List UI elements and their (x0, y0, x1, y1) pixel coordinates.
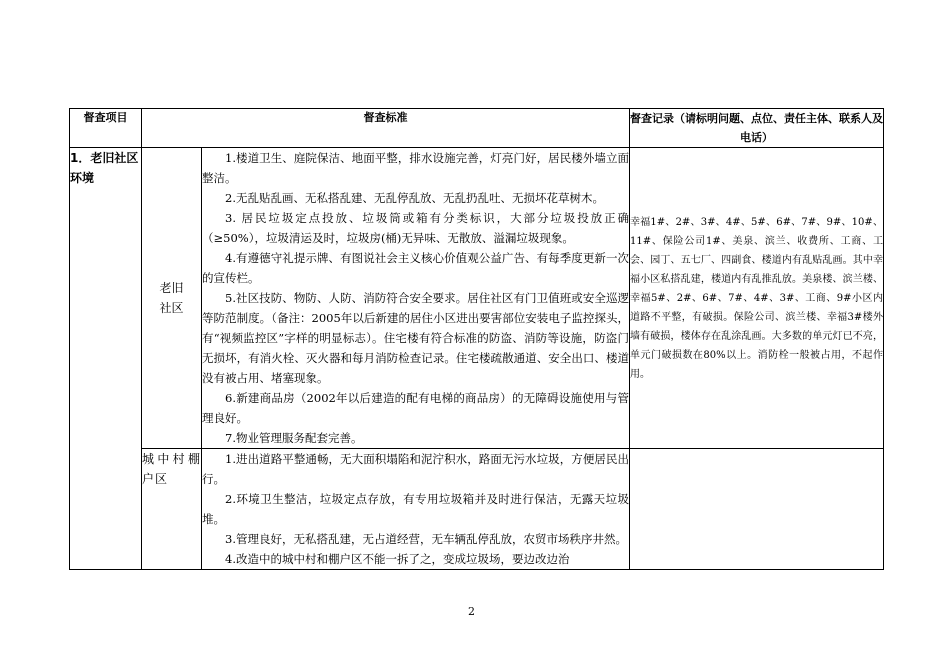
standard-item: 3.管理良好，无私搭乱建，无占道经营，无车辆乱停乱放，农贸市场秩序井然。 (225, 532, 627, 546)
header-standard: 督查标准 (142, 109, 630, 148)
standard-item: 2.环境卫生整洁，垃圾定点存放，有专用垃圾箱并及时进行保洁，无露天垃圾堆。 (202, 492, 629, 526)
standard-item: 1.楼道卫生、庭院保洁、地面平整，排水设施完善，灯亮门好，居民楼外墙立面整洁。 (202, 151, 629, 185)
page-number: 2 (468, 605, 475, 618)
header-row (70, 109, 884, 148)
standard-item: 4.改造中的城中村和棚户区不能一拆了之，变成垃圾场，要边改边治 (225, 552, 570, 566)
subcategory-urban-village: 城中村棚户区 (142, 449, 202, 570)
table-row (70, 148, 884, 449)
subcategory-label: 老旧社区 (159, 281, 184, 315)
standard-item: 7.物业管理服务配套完善。 (225, 431, 363, 445)
inspection-table (69, 108, 884, 570)
standard-item: 6.新建商品房（2002年以后建造的配有电梯的商品房）的无障碍设施使用与管理良好。 (202, 391, 629, 425)
standard-item: 3. 居民垃圾定点投放、垃圾筒或箱有分类标识，大部分垃圾投放正确（≥50%），垃圾清运及时，垃圾房(桶)无异味、无散放、溢漏垃圾现象。 (202, 211, 629, 245)
standards-old-community (202, 148, 630, 449)
standard-item: 2.无乱贴乱画、无私搭乱建、无乱停乱放、无乱扔乱吐、无损坏花草树木。 (225, 191, 604, 205)
header-record: 督查记录（请标明问题、点位、责任主体、联系人及电话） (630, 109, 884, 148)
standard-item: 5.社区技防、物防、人防、消防符合安全要求。居住社区有门卫值班或安全巡逻等防范制度。（备注：2005年以后新建的居住小区进出要害部位安装电子监控探头，有“视频监控区”字样的明显标志）。住宅楼有符合标准的防盗、消防等设施，防盗门无损坏，有消火栓、灭火器和每月消防检查记录。住宅楼疏散通道、安全出口、楼道没有被占用、堵塞现象。 (202, 291, 629, 385)
item-cell: 1．老旧社区环境 (70, 148, 142, 570)
table-row (70, 449, 884, 570)
standards-urban-village (202, 449, 630, 570)
subcategory-old-community (142, 148, 202, 449)
record-old-community: 幸福1#、2#、3#、4#、5#、6#、7#、9#、10#、11#、保险公司1#、美泉、滨兰、收费所、工商、工会、园丁、五七厂、四副食、楼道内有乱贴乱画。其中幸福小区私搭乱建，楼道内有乱推乱放。美泉楼、滨兰楼、幸福5#、2#、6#、7#、4#、3#、工商、9#小区内道路不平整，有破损。保险公司、滨兰楼、幸福3#楼外墙有破损，楼体存在乱涂乱画。大多数的单元灯已不亮，单元门破损数在80%以上。消防栓一般被占用，不起作用。 (630, 148, 884, 449)
standard-item: 1.进出道路平整通畅，无大面积塌陷和泥泞积水，路面无污水垃圾，方便居民出行。 (202, 452, 629, 486)
record-urban-village (630, 449, 884, 570)
header-item: 督查项目 (70, 109, 142, 148)
standard-item: 4.有遵德守礼提示牌、有图说社会主义核心价值观公益广告、有每季度更新一次的宣传栏。 (202, 251, 629, 285)
